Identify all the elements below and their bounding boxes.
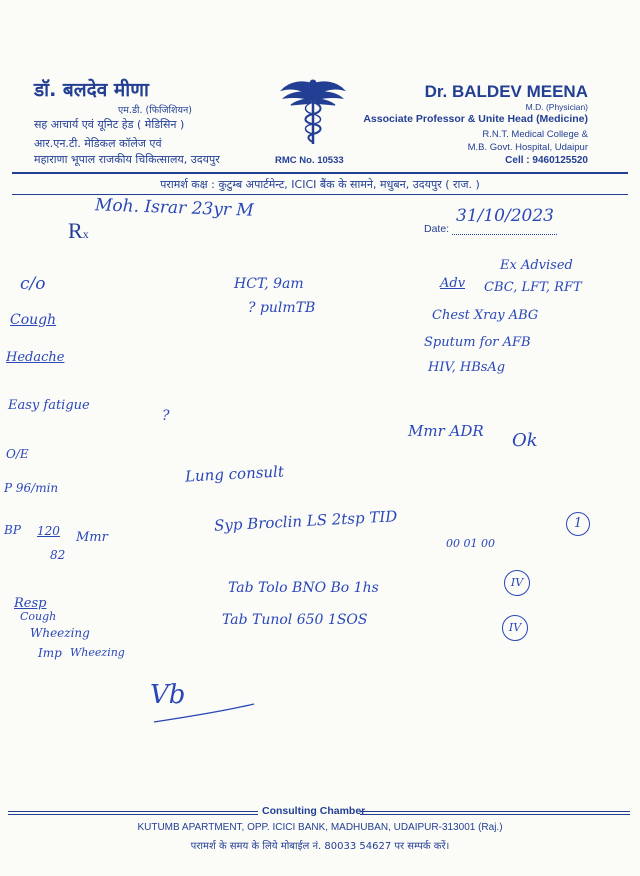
date-line [452, 234, 557, 235]
rx-line-1-count: 1 [566, 512, 590, 536]
rx-line-1: Syp Broclin LS 2tsp TID [213, 507, 398, 535]
hw-left-11: Resp [14, 596, 47, 611]
hospital-hindi: महाराणा भूपाल राजकीय चिकित्सालय, उदयपुर [34, 153, 220, 166]
hw-left-3: Hedache [6, 350, 65, 365]
cell-number: Cell : 9460125520 [505, 155, 588, 166]
role-hindi: सह आचार्य एवं यूनिट हेड ( मेडिसिन ) [34, 118, 185, 131]
role-english: Associate Professor & Unite Head (Medicine) [363, 113, 588, 125]
consulting-chamber-title: Consulting Chamber [262, 805, 366, 817]
hw-left-13: Imp [38, 646, 62, 660]
rx-line-2-count: IV [504, 570, 530, 596]
date-label: Date: [424, 223, 450, 235]
hw-right-6: HIV, HBsAg [428, 360, 506, 375]
consult-address-hindi: परामर्श कक्ष : कुटुम्ब अपार्टमेन्ट, ICICI बैंक के सामने, मधुबन, उदयपुर ( राज. ) [160, 178, 480, 191]
header-divider-top [12, 172, 628, 174]
college-english: R.N.T. Medical College & [482, 129, 588, 140]
hw-left-7: BP [4, 523, 21, 537]
hw-left-2: Cough [10, 312, 57, 328]
hospital-english: M.B. Govt. Hospital, Udaipur [467, 142, 588, 153]
hw-left-1: c/o [20, 274, 46, 294]
rx-line-1-dose: 00 01 00 [446, 537, 495, 550]
hw-mid-3: ? [162, 408, 170, 424]
rx-line-2: Tab Tolo BNO Bo 1hs [228, 580, 379, 596]
caduceus-icon [280, 76, 346, 146]
rx-line-3-count: IV [502, 615, 528, 641]
footer-contact-hindi: परामर्श के समय के लिये मोबाईल नं. 80033 54627 पर सम्पर्क करें। [190, 841, 450, 852]
college-hindi: आर.एन.टी. मेडिकल कॉलेज एवं [34, 137, 162, 150]
hw-mid-1: HCT, 9am [234, 276, 304, 292]
hw-right-4: Chest Xray ABG [432, 308, 539, 323]
doctor-name-hindi: डॉ. बलदेव मीणा [34, 79, 149, 101]
degree-hindi: एम.डी. (फिजिशियन) [118, 105, 192, 116]
signature-stroke [150, 700, 260, 730]
hw-mid-4: Lung consult [184, 462, 285, 486]
rx-symbol: Rx [68, 218, 89, 243]
hw-left-15: Wheezing [70, 646, 125, 659]
hw-right-8: Ok [512, 430, 538, 451]
footer-address: KUTUMB APARTMENT, OPP. ICICI BANK, MADHUBAN, UDAIPUR-313001 (Raj.) [137, 822, 503, 833]
footer-rule-right-2 [360, 814, 630, 815]
hw-right-3: CBC, LFT, RFT [484, 280, 582, 295]
hw-left-4: Easy fatigue [8, 398, 90, 413]
patient-info: Moh. Israr 23yr M [94, 195, 255, 221]
hw-right-1: Ex Advised [500, 258, 573, 273]
hw-left-10: Mmr [76, 530, 108, 545]
hw-left-5: O/E [6, 447, 29, 461]
hw-right-5: Sputum for AFB [424, 335, 531, 350]
footer-rule-left-1 [8, 811, 258, 812]
degree-english: M.D. (Physician) [525, 102, 588, 112]
footer-rule-right-1 [360, 811, 630, 812]
rx-line-3: Tab Tunol 650 1SOS [222, 612, 368, 628]
hw-right-2: Adv [440, 276, 466, 291]
hw-mid-2: ? pulmTB [248, 300, 316, 316]
hw-left-6: P 96/min [4, 481, 59, 495]
doctor-name-english: Dr. BALDEV MEENA [424, 82, 588, 101]
footer-rule-left-2 [8, 814, 258, 815]
hw-right-7: Mmr ADR [408, 422, 484, 440]
hw-left-8: 120 [37, 524, 60, 538]
doctor-signature: Vb [150, 680, 186, 710]
rmc-number: RMC No. 10533 [275, 155, 344, 166]
hw-left-14: Cough [20, 610, 57, 623]
handwritten-date: 31/10/2023 [456, 206, 554, 226]
hw-left-9: 82 [50, 548, 66, 562]
hw-left-12: Wheezing [30, 626, 90, 640]
